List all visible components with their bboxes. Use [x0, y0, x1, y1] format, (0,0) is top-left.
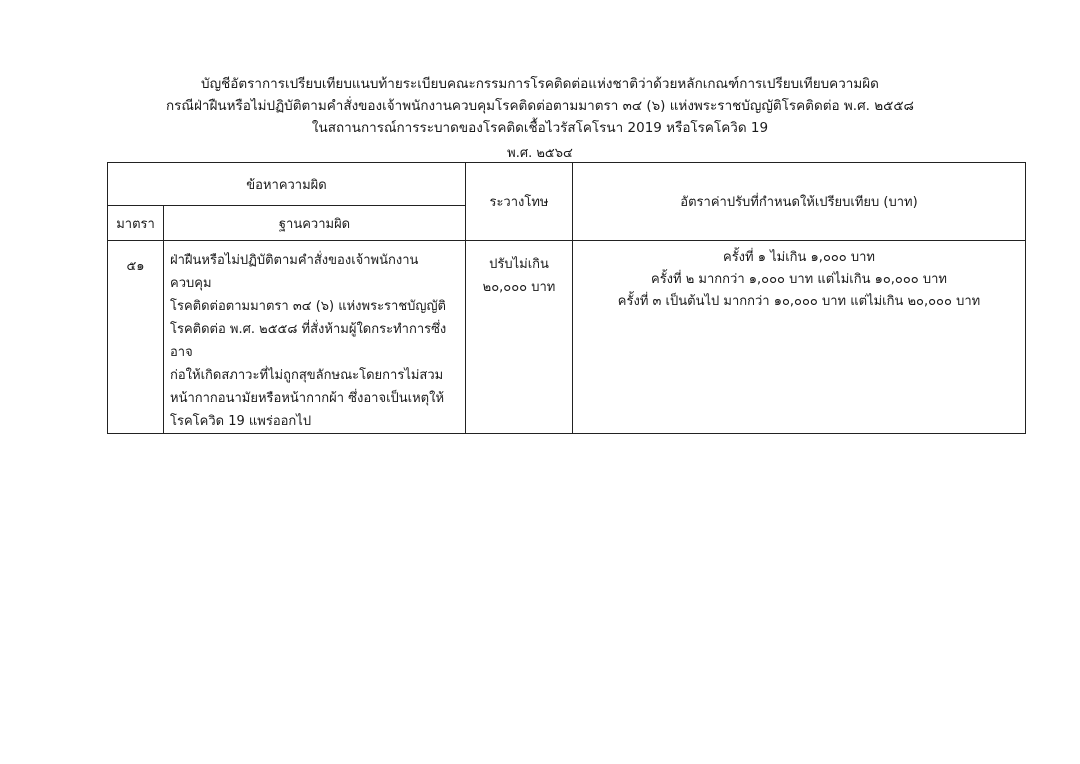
offense-line: โรคติดต่อ พ.ศ. ๒๕๕๘ ที่สั่งห้ามผู้ใดกระทำการซึ่งอาจ	[170, 322, 447, 360]
header-rate: อัตราค่าปรับที่กำหนดให้เปรียบเทียบ (บาท)	[573, 163, 1026, 241]
header-section: มาตรา	[108, 206, 164, 241]
fine-rate-table	[107, 162, 1026, 434]
document-title	[0, 73, 1080, 139]
rate-line: ครั้งที่ ๒ มากกว่า ๑,๐๐๐ บาท แต่ไม่เกิน ๑๐,๐๐๐ บาท	[651, 272, 947, 287]
title-line-2: กรณีฝ่าฝืนหรือไม่ปฏิบัติตามคำสั่งของเจ้าพนักงานควบคุมโรคติดต่อตามมาตรา ๓๔ (๖) แห่งพระราชบัญญัติโรคติดต่อ พ.ศ. ๒๕๕๘	[166, 98, 914, 114]
penalty-line: ปรับไม่เกิน	[489, 257, 549, 272]
offense-line: ฝ่าฝืนหรือไม่ปฏิบัติตามคำสั่งของเจ้าพนักงานควบคุม	[170, 253, 419, 291]
offense-line: โรคติดต่อตามมาตรา ๓๔ (๖) แห่งพระราชบัญญัติ	[170, 299, 447, 314]
rate-line: ครั้งที่ ๑ ไม่เกิน ๑,๐๐๐ บาท	[723, 250, 875, 265]
rate-cell	[573, 241, 1026, 434]
header-offense-group: ข้อหาความผิด	[108, 163, 466, 206]
rate-line: ครั้งที่ ๓ เป็นต้นไป มากกว่า ๑๐,๐๐๐ บาท แต่ไม่เกิน ๒๐,๐๐๐ บาท	[617, 294, 981, 309]
header-offense-basis: ฐานความผิด	[164, 206, 466, 241]
title-line-3: ในสถานการณ์การระบาดของโรคติดเชื้อไวรัสโคโรนา 2019 หรือโรคโควิด 19	[311, 120, 769, 136]
header-penalty: ระวางโทษ	[466, 163, 573, 241]
section-cell: ๕๑	[108, 241, 164, 434]
table-header-row	[108, 163, 1026, 206]
offense-cell	[164, 241, 466, 434]
penalty-cell	[466, 241, 573, 434]
offense-line: หน้ากากอนามัยหรือหน้ากากผ้า ซึ่งอาจเป็นเหตุให้	[170, 391, 445, 406]
title-year: พ.ศ. ๒๕๖๔	[507, 146, 573, 161]
title-line-1: บัญชีอัตราการเปรียบเทียบแนบท้ายระเบียบคณะกรรมการโรคติดต่อแห่งชาติว่าด้วยหลักเกณฑ์การเปรียบเทียบความผิด	[201, 76, 879, 92]
table-row	[108, 241, 1026, 434]
offense-line: ก่อให้เกิดสภาวะที่ไม่ถูกสุขลักษณะโดยการไม่สวม	[170, 368, 444, 383]
penalty-line: ๒๐,๐๐๐ บาท	[482, 280, 556, 295]
offense-line: โรคโควิด 19 แพร่ออกไป	[170, 414, 312, 429]
